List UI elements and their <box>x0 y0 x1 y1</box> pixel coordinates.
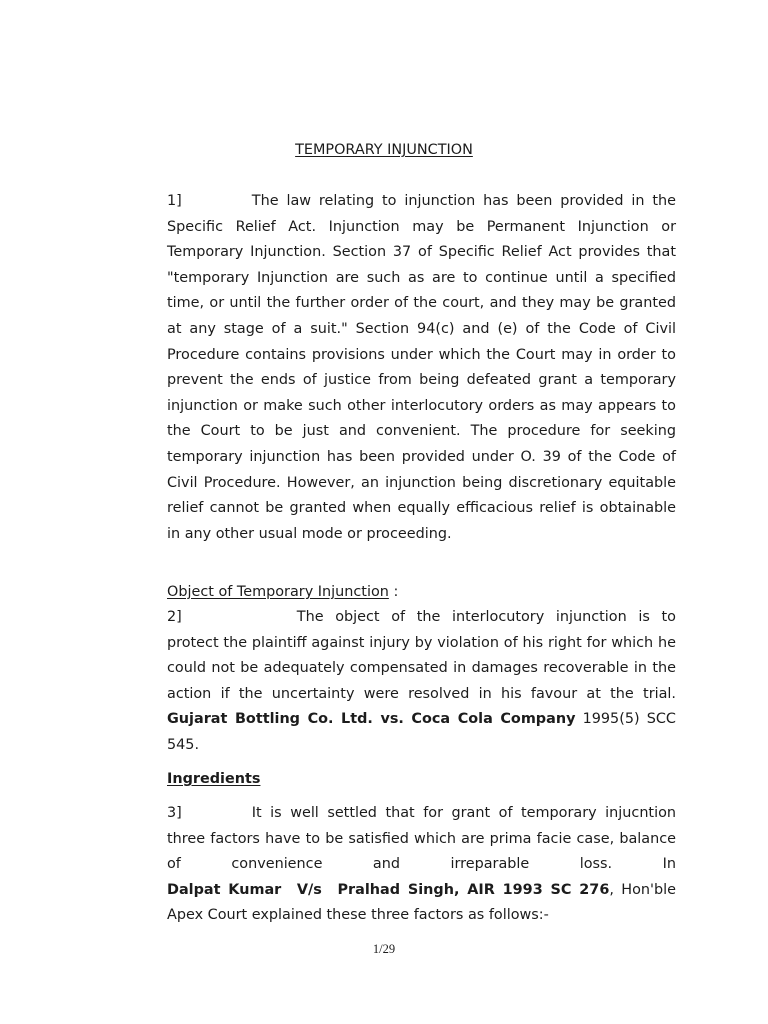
paragraph-1 <box>167 189 676 547</box>
paragraph-2-citation: 1995(5) SCC 545. <box>167 711 676 753</box>
paragraph-1-text: The law relating to injunction has been provided in the Specific Relief Act. Injunction may be Permanent Injunction or Temporary Injunction. Section 37 of Specific Relief Act provides that "temporary Injunction are such as are to continue until a specified time, or until the further order of the court, and they may be granted at any stage of a suit." Section 94(c) and (e) of the Code of Civil Procedure contains provisions under which the Court may in order to prevent the ends of justice from being defeated grant a temporary injunction or make such other interlocutory orders as may appears to the Court to be just and convenient. The procedure for seeking temporary injunction has been provided under O. 39 of the Code of Civil Procedure. However, an injunction being discretionary equitable relief cannot be granted when equally efficacious relief is obtainable in any other usual mode or proceeding. <box>167 193 676 542</box>
paragraph-3-number: 3] <box>167 805 182 821</box>
object-heading-block <box>167 580 676 606</box>
paragraph-3-text: It is well settled that for grant of temporary injucntion three factors have to be satisfied which are prima facie case, balance of convenience and irreparable loss. In <box>167 805 676 873</box>
paragraph-2-number: 2] <box>167 609 182 625</box>
paragraph-3-text-after-case: , Hon'ble Apex Court explained these three factors as follows:- <box>167 881 676 924</box>
ingredients-heading-block <box>167 767 676 793</box>
page-number: 1/29 <box>372 942 396 956</box>
document-title: TEMPORARY INJUNCTION <box>295 142 473 158</box>
object-heading: Object of Temporary Injunction <box>167 584 389 600</box>
paragraph-1-number: 1] <box>167 193 182 209</box>
paragraph-3 <box>167 801 676 929</box>
ingredients-heading: Ingredients <box>167 771 261 787</box>
paragraph-3-case-name: Dalpat Kumar V/s Pralhad Singh, AIR 1993 SC 276 <box>167 881 610 898</box>
paragraph-2-case-name: Gujarat Bottling Co. Ltd. vs. Coca Cola Company <box>167 711 576 728</box>
paragraph-2 <box>167 605 676 759</box>
object-heading-suffix: : <box>388 584 399 600</box>
paragraph-2-text: The object of the interlocutory injunction is to protect the plaintiff against injury by violation of his right for which he could not be adequately compensated in damages recoverable in the action if the uncertainty were resolved in his favour at the trial. <box>167 609 676 702</box>
